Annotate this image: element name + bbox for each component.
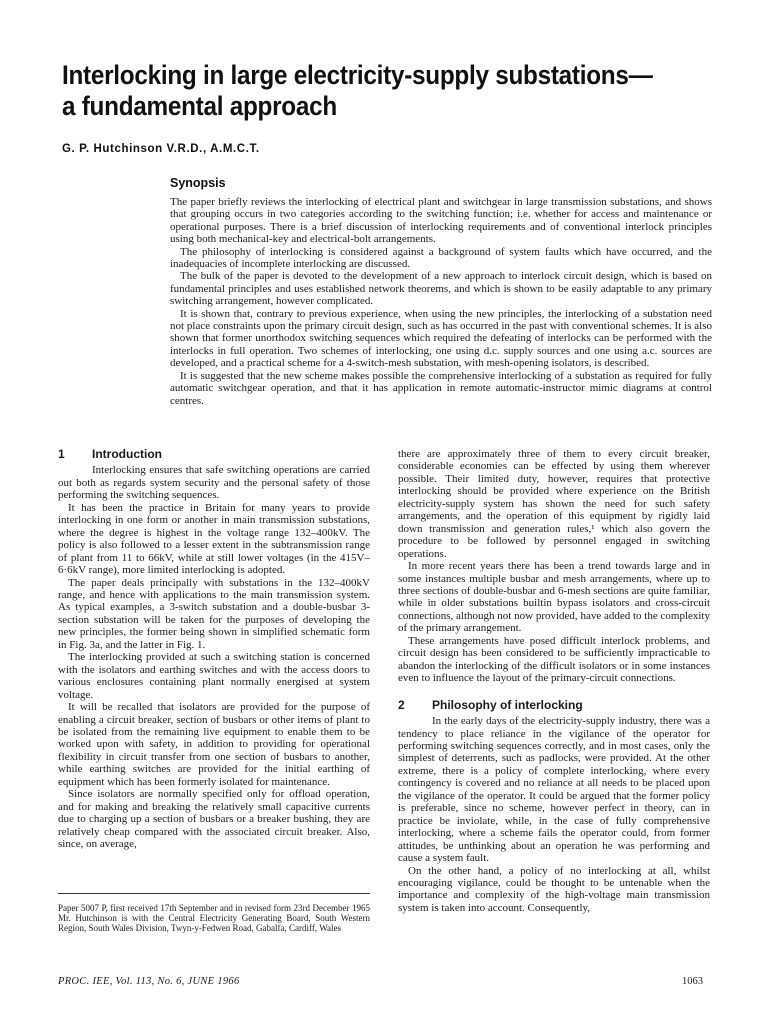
- section-title: Introduction: [92, 447, 162, 461]
- section-number: 1: [58, 447, 65, 461]
- body-paragraph: These arrangements have posed difficult interlock problems, and circuit design has been considered to be sufficiently impracticable to abandon the interlocking of the difficult isolators or in some instances even to influence the layout of the primary-circuit connections.: [398, 634, 710, 685]
- synopsis-paragraph: The philosophy of interlocking is considered against a background of system faults which have occurred, and the inadequacies of incomplete interlocking are discussed.: [170, 245, 712, 271]
- synopsis-paragraph: It is suggested that the new scheme makes possible the comprehensive interlocking of a substation as required for fully automatic switchgear operation, and that it has application in remote automatic-instructor mimic diagrams at control centres.: [170, 369, 712, 407]
- body-paragraph: On the other hand, a policy of no interlocking at all, whilst encouraging vigilance, could be thought to be untenable when the importance and complexity of the high-voltage main transmission system is taken into account. Consequently,: [398, 864, 710, 914]
- footnote: Paper 5007 P, first received 17th September and in revised form 23rd December 1965 Mr. Hutchinson is with the Central Electricity Generating Board, South Western Region, South Wales Division, Twyn-y-Fedwen Road, Gabalfa, Cardiff, Wales: [58, 903, 370, 933]
- section-heading-philosophy: [398, 699, 710, 711]
- page-number: 1063: [682, 976, 703, 987]
- body-paragraph: The paper deals principally with substations in the 132–400kV range, and hence with applications to the main transmission system. As typical examples, a 3-switch substation and a double-busbar 3-section substation will be taken for the purposes of developing the new principles, the former being shown in simplified schematic form in Fig. 3a, and the latter in Fig. 1.: [58, 576, 370, 651]
- body-paragraph: In more recent years there has been a trend towards large and in some instances multiple busbar and mesh arrangements, where up to three sections of double-busbar and 6-mesh sections are quite familiar, while in older substations builtin bypass isolators and cross-circuit connections, although not now provided, have added to the complexity of the primary arrangement.: [398, 560, 710, 635]
- synopsis-heading: Synopsis: [170, 176, 226, 190]
- synopsis-block: [170, 176, 712, 407]
- left-column: [58, 448, 370, 851]
- section-number: 2: [398, 697, 405, 712]
- title-line-2: a fundamental approach: [62, 91, 337, 121]
- synopsis-paragraph: The bulk of the paper is devoted to the development of a new approach to interlock circuit design, which is based on fundamental principles and uses established network theorems, and which is shown to be easily adaptable to any primary switching arrangement, however complicated.: [170, 270, 712, 308]
- body-paragraph: there are approximately three of them to every circuit breaker, considerable economies can be effected by using them wherever possible. Their limited duty, however, requires that protective interlocking should be provided where experience on the British electricity-supply system has shown the need for such safety arrangements, and the operation of this equipment by rigidly laid down transmission and generation rules,¹ which also govern the procedure to be followed by personnel engaged in switching operations.: [398, 448, 710, 560]
- paper-title: [62, 60, 656, 122]
- journal-reference: PROC. IEE, Vol. 113, No. 6, JUNE 1966: [58, 976, 240, 987]
- footnote-divider: [58, 893, 370, 894]
- body-paragraph: Since isolators are normally specified only for offload operation, and for making and breaking the relatively small capacitive currents due to charging up a section of busbars or a breaker bushing, they are relatively cheap compared with the associated circuit breaker. Also, since, on average,: [58, 788, 370, 851]
- section-spacer: [398, 685, 710, 699]
- author-line: G. P. Hutchinson V.R.D., A.M.C.T.: [62, 143, 260, 155]
- synopsis-paragraph: It is shown that, contrary to previous experience, when using the new principles, the interlocking of a substation need not place constraints upon the primary circuit design, such as has occurred in the past with conventional schemes. It is also shown that former unorthodox switching sequences which required the defeating of interlocks can be performed with the interlocks in full operation. Two schemes of interlocking, one using d.c. supply sources and one using a.c. sources are developed, and a practical scheme for a 4-switch-mesh substation, with mesh-opening isolators, is described.: [170, 307, 712, 370]
- body-paragraph: Interlocking ensures that safe switching operations are carried out both as regards system security and the personal safety of those performing the switching sequences.: [58, 464, 370, 502]
- body-paragraph: In the early days of the electricity-supply industry, there was a tendency to place reliance in the vigilance of the operator for performing switching sequences correctly, and in most cases, only the simplest of deterrents, such as padlocks, were provided. At the other extreme, there is a policy of complete interlocking, where every contingency is covered and no reliance at all needs to be placed upon the vigilance of the operator. It could be argued that the former policy is preferable, since no scheme, however perfect in theory, can in practice be inviolate, while, in the case of fully comprehensive interlocking, where a scheme fails the operator could, from former attitudes, be unthinking about an operation he was performing and cause a system fault.: [398, 715, 710, 865]
- body-paragraph: It will be recalled that isolators are provided for the purpose of enabling a circuit breaker, section of busbars or other items of plant to be isolated from the remaining live equipment to enable them to be worked upon with safety, in addition to providing for operational flexibility in circuit transfer from one section of busbars to another, while earthing switches are provided for the initial earthing of equipment which has been formerly isolated for maintenance.: [58, 701, 370, 788]
- body-paragraph: It has been the practice in Britain for many years to provide interlocking in one form or another in main transmission substations, where the degree is highest in the voltage range 132–400kV. The policy is also followed to a lesser extent in the subtransmission range of plant from 11 to 66kV, while at still lower voltages (in the 415V–6·6kV range), more limited interlocking is adopted.: [58, 501, 370, 577]
- title-line-1: Interlocking in large electricity-supply substations—: [62, 60, 653, 90]
- body-paragraph: The interlocking provided at such a switching station is concerned with the isolators and earthing switches and with the access doors to various enclosures containing plant normally energised at system voltage.: [58, 651, 370, 701]
- synopsis-paragraph: The paper briefly reviews the interlocking of electrical plant and switchgear in large transmission substations, and shows that grouping occurs in two categories according to the switching function; i.e. whether for access and maintenance or operational purposes. There is a brief discussion of interlocking requirements and of conventional interlock principles using both mechanical-key and electrical-bolt arrangements.: [170, 196, 712, 246]
- right-column: [398, 448, 710, 914]
- section-heading-introduction: [58, 448, 370, 460]
- section-title: Philosophy of interlocking: [432, 697, 583, 712]
